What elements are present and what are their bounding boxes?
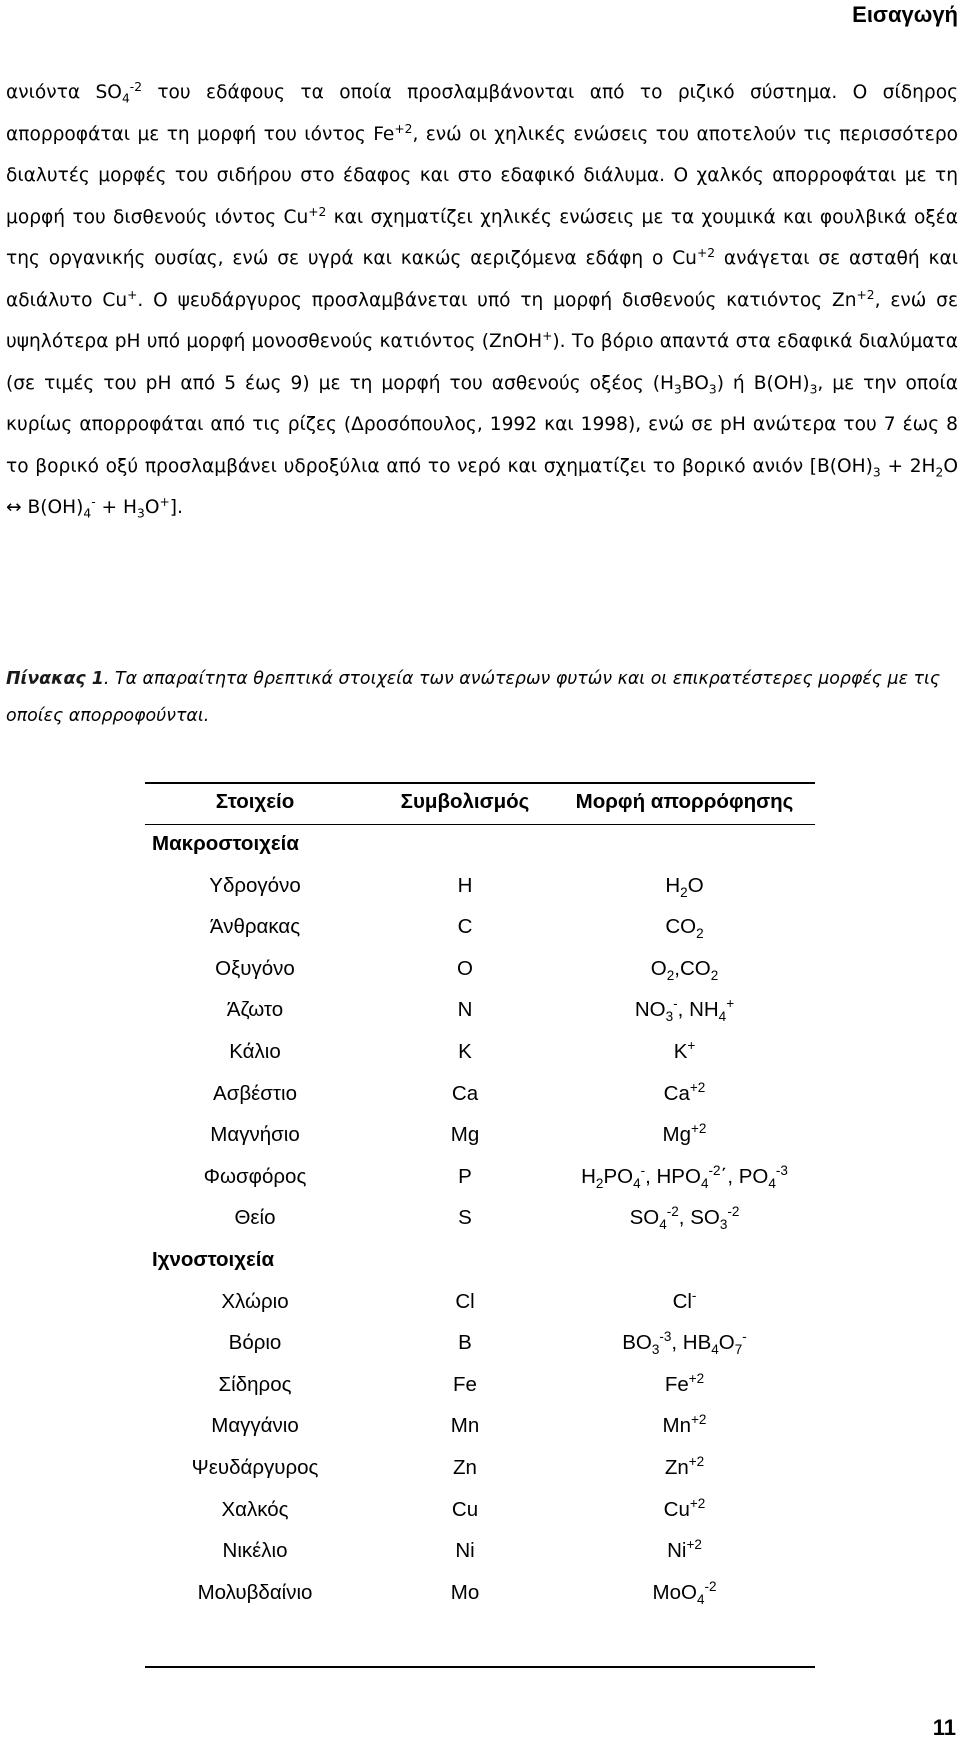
table-group-row bbox=[145, 824, 815, 865]
absorption-form-cell: $H_2O$ bbox=[665, 873, 704, 900]
table-row bbox=[145, 1531, 815, 1572]
table-caption-text: . Τα απαραίτητα θρεπτικά στοιχεία των ανώτερων φυτών και οι επικρατέστερες μορφές με τις οποίες απορροφούνται. bbox=[6, 669, 941, 726]
table-row bbox=[145, 1157, 815, 1198]
table-row bbox=[145, 1323, 815, 1364]
symbol-cell: Fe bbox=[453, 1372, 477, 1396]
table-row bbox=[145, 1365, 815, 1406]
absorption-form-cell: $Mg^{+2}$ bbox=[662, 1121, 707, 1147]
page-number: 11 bbox=[932, 1715, 956, 1740]
element-cell: Άνθρακας bbox=[209, 915, 301, 939]
symbol-cell: C bbox=[457, 915, 473, 939]
element-cell: Οξυγόνο bbox=[215, 956, 295, 980]
absorption-form-cell: $NO_3^-$, $NH_4^+$ bbox=[634, 996, 735, 1025]
absorption-form-cell: $CO_2$ bbox=[665, 915, 704, 942]
element-cell: Μολυβδαίνιο bbox=[197, 1580, 313, 1604]
symbol-cell: Zn bbox=[453, 1456, 477, 1479]
absorption-form-cell: Cl- bbox=[672, 1287, 697, 1313]
group-title: Ιχνοστοιχεία bbox=[152, 1248, 275, 1271]
absorption-form-cell: $SO_4^{-2}$, $SO_3^{-2}$ bbox=[629, 1204, 740, 1233]
element-cell: Βόριο bbox=[228, 1331, 282, 1355]
table-caption-label: Πίνακας 1 bbox=[6, 669, 104, 689]
body-paragraph: ανιόντα $SO_4^{-2}$ του εδάφους τα οποία προσλαμβάνονται από το ριζικό σύστημα. Ο σίδηρος απορροφάται με τη μορφή του ιόντος $Fe^{+2}$, ενώ οι χηλικές ενώσεις του αποτελούν τις περισσότερο διαλυτές μορφές του σιδήρου στο έδαφος και στο εδαφικό διάλυμα. Ο χαλκός απορροφάται με τη μορφή του δισθενούς ιόντος $Cu^{+2}$ και σχηματίζει χηλικές ενώσεις με τα χουμικά και φουλβικά οξέα της οργανικής ουσίας, ενώ σε υγρά και κακώς αεριζόμενα εδάφη ο $Cu^{+2}$ ανάγεται σε ασταθή και αδιάλυτο Cu+. Ο ψευδάργυρος προσλαμβάνεται υπό τη μορφή δισθενούς κατιόντος $Zn^{+2}$, ενώ σε υψηλότερα pH υπό μορφή μονοσθενούς κατιόντος (ZnOH+). Το βόριο απαντά στα εδαφικά διαλύματα (σε τιμές του pH από 5 έως 9) με τη μορφή του ασθενούς οξέος $(H_3BO_3)$ ή $B(OH)_3$, με την οποία κυρίως απορροφάται από τις ρίζες (Δροσόπουλος, 1992 και 1998), ενώ σε pH ανώτερα του 7 έως 8 το βορικό οξύ προσλαμβάνει υδροξύλια από το νερό και σχηματίζει το βορικό ανιόν [$B(OH)_3 + 2H_2O$ ↔ $B(OH)_4^- + H_3O^+$]. bbox=[6, 79, 959, 521]
absorption-form-cell: $Cu^{+2}$ bbox=[663, 1495, 706, 1521]
table-row bbox=[145, 907, 815, 948]
symbol-cell: Cu bbox=[451, 1497, 479, 1521]
table-row bbox=[145, 1406, 815, 1447]
table-row bbox=[145, 1074, 815, 1115]
symbol-cell: N bbox=[457, 998, 473, 1022]
symbol-cell: Ni bbox=[455, 1539, 475, 1563]
element-cell: Υδρογόνο bbox=[209, 873, 301, 897]
table-row bbox=[145, 990, 815, 1031]
symbol-cell: Mo bbox=[450, 1580, 480, 1604]
absorption-form-cell: $BO_3^{-3}$, $HB_4O_7^-$ bbox=[622, 1329, 747, 1358]
element-cell: Χλώριο bbox=[221, 1289, 289, 1313]
symbol-cell: Mn bbox=[450, 1414, 480, 1438]
absorption-form-cell: K+ bbox=[673, 1038, 696, 1063]
group-title: Μακροστοιχεία bbox=[152, 832, 299, 855]
element-cell: Μαγνήσιο bbox=[210, 1123, 300, 1147]
column-header-element: Στοιχείο bbox=[215, 790, 295, 813]
table-row bbox=[145, 1282, 815, 1323]
symbol-cell: H bbox=[457, 873, 473, 897]
symbol-cell: O bbox=[457, 956, 473, 980]
table-row bbox=[145, 1490, 815, 1531]
element-cell: Νικέλιο bbox=[222, 1539, 288, 1563]
element-cell: Κάλιο bbox=[229, 1040, 281, 1063]
element-cell: Ψευδάργυρος bbox=[191, 1456, 319, 1479]
absorption-form-cell: $H_2PO_4^-$, $HPO_4^{-2}΄$, $PO_4^{-3}$ bbox=[581, 1162, 788, 1191]
table-row bbox=[145, 866, 815, 907]
symbol-cell: Cl bbox=[455, 1289, 475, 1313]
column-header-form: Μορφή απορρόφησης bbox=[575, 790, 794, 813]
absorption-form-cell: $O_2,CO_2$ bbox=[650, 956, 719, 983]
symbol-cell: Mg bbox=[450, 1123, 480, 1147]
symbol-cell: P bbox=[458, 1164, 472, 1188]
table-header-row bbox=[145, 782, 815, 823]
table-caption bbox=[6, 661, 956, 735]
section-title: Εισαγωγή bbox=[852, 2, 958, 27]
symbol-cell: S bbox=[458, 1206, 472, 1230]
element-cell: Μαγγάνιο bbox=[211, 1414, 299, 1438]
absorption-form-cell: $Ni^{+2}$ bbox=[667, 1537, 702, 1563]
table-row bbox=[145, 1032, 815, 1073]
table-row bbox=[145, 1198, 815, 1239]
absorption-form-cell: $Fe^{+2}$ bbox=[664, 1370, 705, 1396]
absorption-form-cell: $Ca^{+2}$ bbox=[663, 1079, 706, 1105]
element-cell: Θείο bbox=[234, 1206, 276, 1230]
table-bottom-rule bbox=[145, 1666, 815, 1668]
absorption-form-cell: MoO$_4^{-2}$ bbox=[652, 1578, 717, 1607]
symbol-cell: B bbox=[458, 1331, 472, 1355]
element-cell: Χαλκός bbox=[221, 1497, 289, 1521]
element-cell: Σίδηρος bbox=[218, 1372, 292, 1396]
absorption-form-cell: $Zn^{+2}$ bbox=[664, 1454, 705, 1479]
symbol-cell: K bbox=[458, 1040, 472, 1063]
table-row bbox=[145, 1573, 815, 1614]
column-header-symbol: Συμβολισμός bbox=[400, 790, 530, 813]
element-cell: Άζωτο bbox=[226, 998, 284, 1022]
table-row bbox=[145, 1448, 815, 1489]
element-cell: Ασβέστιο bbox=[213, 1081, 297, 1105]
table-group-row bbox=[145, 1240, 815, 1281]
symbol-cell: Ca bbox=[451, 1081, 479, 1105]
element-cell: Φωσφόρος bbox=[203, 1164, 307, 1188]
absorption-form-cell: $Mn^{+2}$ bbox=[662, 1412, 707, 1438]
table-row bbox=[145, 1115, 815, 1156]
table-row bbox=[145, 949, 815, 990]
